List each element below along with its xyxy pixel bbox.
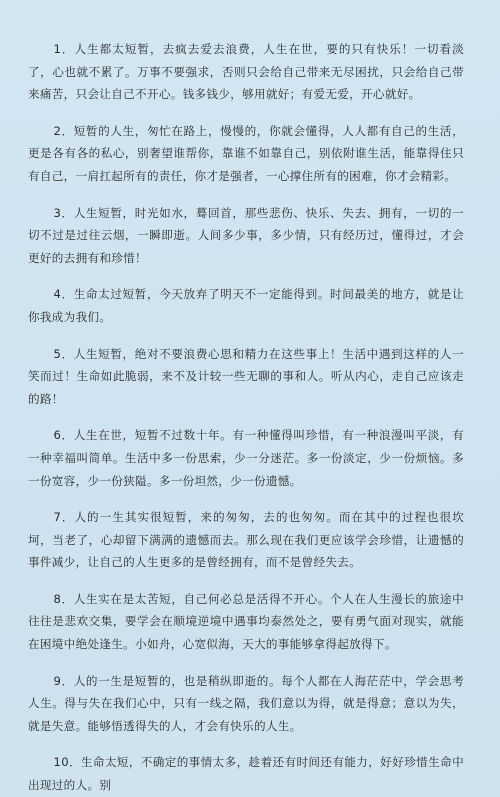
paragraph-1: 1．人生都太短暂，去疯去爱去浪费，人生在世，要的只有快乐！一切看淡了，心也就不累了。万事不要强求，否则只会给自己带来无尽困扰，只会给自己带来痛苦，只会让自己不开心。钱多钱少，够用就好；有爱无爱，开心就好。 bbox=[28, 42, 464, 102]
paragraph-4: 4．生命太过短暂，今天放弃了明天不一定能得到。时间最美的地方，就是让你我成为我们。 bbox=[28, 287, 464, 324]
paragraph-7: 7．人的一生其实很短暂，来的匆匆，去的也匆匆。而在其中的过程也很坎坷，当老了，心却留下满满的遗憾而去。那么现在我们更应该学会珍惜，让遗憾的事件减少，让自己的人生更多的是曾经拥有，而不是曾经失去。 bbox=[28, 510, 464, 570]
paragraph-3: 3．人生短暂，时光如水，蓦回首，那些悲伤、快乐、失去、拥有，一切的一切不过是过往云烟，一瞬即逝。人间多少事，多少情，只有经历过，懂得过，才会更好的去拥有和珍惜！ bbox=[28, 205, 464, 265]
paragraph-9: 9．人的一生是短暂的，也是稍纵即逝的。每个人都在人海茫茫中，学会思考人生。得与失在我们心中，只有一线之隔，我们意以为得，就是得意；意以为失，就是失意。能够悟透得失的人，才会有快乐的人生。 bbox=[28, 673, 464, 733]
paragraph-5: 5．人生短暂，绝对不要浪费心思和精力在这些事上！生活中遇到这样的人一笑而过！生命如此脆弱，来不及计较一些无聊的事和人。听从内心，走自己应该走的路！ bbox=[28, 346, 464, 406]
paragraph-8: 8．人生实在是太苦短，自己何必总是活得不开心。个人在人生漫长的旅途中往往是悲欢交集，要学会在顺境逆境中遇事均泰然处之，要有勇气面对现实，就能在困境中绝处逢生。小如舟，心宽似海，天大的事能够拿得起放得下。 bbox=[28, 591, 464, 652]
paragraph-10: 10．生命太短，不确定的事情太多，趁着还有时间还有能力，好好珍惜生命中出现过的人。别 bbox=[28, 755, 464, 793]
paragraph-2: 2．短暂的人生，匆忙在路上，慢慢的，你就会懂得，人人都有自己的生活，更是各有各的私心，别奢望谁帮你，靠谁不如靠自己，别依附谁生活，能靠得住只有自己，一肩扛起所有的责任，你才是强者，一心撑住所有的困难，你才会精彩。 bbox=[28, 123, 464, 183]
paragraph-6: 6．人生在世，短暂不过数十年。有一种懂得叫珍惜，有一种浪漫叫平淡，有一种幸福叫简单。生活中多一份思索，少一分迷茫。多一份淡定，少一份烦恼。多一份宽容，少一份狭隘。多一份坦然，少一份遗憾。 bbox=[28, 428, 464, 488]
